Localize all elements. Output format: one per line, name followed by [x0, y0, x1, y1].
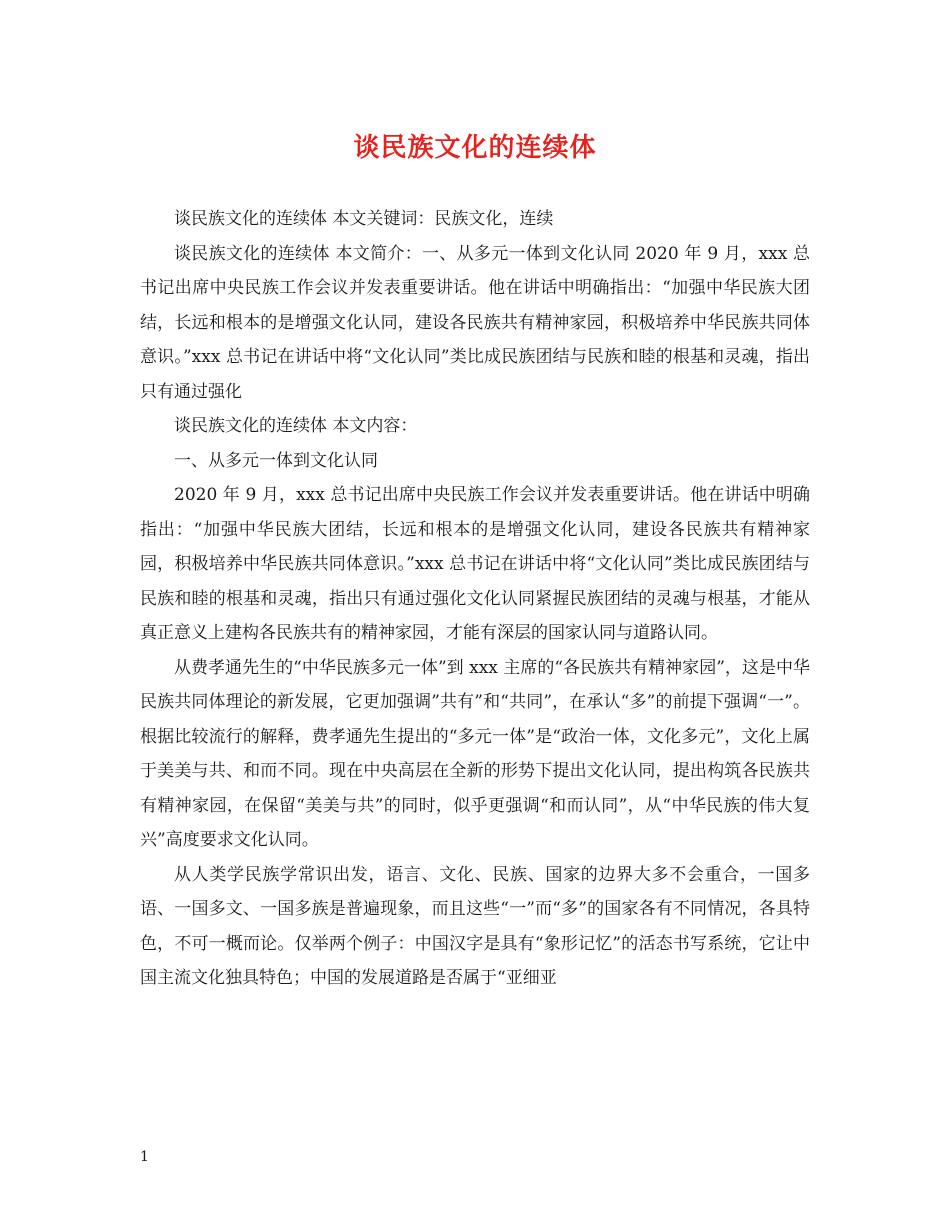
document-body [140, 202, 810, 996]
summary-paragraph: 谈民族文化的连续体 本文简介：一、从多元一体到文化认同 2020 年 9 月，xxx 总书记出席中央民族工作会议并发表重要讲话。他在讲话中明确指出：“加强中华民族大团结，长远和根本的是增强文化认同，建设各民族共有精神家园，积极培养中华民族共同体意识。”xxx 总书记在讲话中将“文化认同”类比成民族团结与民族和睦的根基和灵魂，指出只有通过强化 [140, 243, 810, 402]
page-number: 1 [140, 1149, 149, 1165]
body-paragraph: 从费孝通先生的“中华民族多元一体”到 xxx 主席的“各民族共有精神家园”，这是中华民族共同体理论的新发展，它更加强调”共有”和“共同”，在承认“多”的前提下强调“一”。根据比较流行的解释，费孝通先生提出的“多元一体”是“政治一体，文化多元”，文化上属于美美与共、和而不同。现在中央高层在全新的形势下提出文化认同，提出构筑各民族共有精神家园，在保留“美美与共”的同时，似乎更强调“和而认同”，从“中华民族的伟大复兴”高度要求文化认同。 [140, 657, 810, 850]
body-paragraph: 从人类学民族学常识出发，语言、文化、民族、国家的边界大多不会重合，一国多语、一国多文、一国多族是普遍现象，而且这些“一”而“多”的国家各有不同情况，各具特色，不可一概而论。仅举两个例子：中国汉字是具有“象形记忆”的活态书写系统，它让中国主流文化独具特色；中国的发展道路是否属于“亚细亚 [140, 864, 810, 988]
document-title: 谈民族文化的连续体 [353, 133, 597, 163]
content-label-paragraph: 谈民族文化的连续体 本文内容： [174, 416, 418, 436]
body-paragraph: 2020 年 9 月，xxx 总书记出席中央民族工作会议并发表重要讲话。他在讲话中明确指出：“加强中华民族大团结，长远和根本的是增强文化认同，建设各民族共有精神家园，积极培养中华民族共同体意识。”xxx 总书记在讲话中将“文化认同”类比成民族团结与民族和睦的根基和灵魂，指出只有通过强化文化认同紧握民族团结的灵魂与根基，才能从真正意义上建构各民族共有的精神家园，才能有深层的国家认同与道路认同。 [140, 485, 810, 643]
keywords-paragraph: 谈民族文化的连续体 本文关键词：民族文化，连续 [174, 209, 554, 229]
section-heading: 一、从多元一体到文化认同 [174, 450, 378, 471]
